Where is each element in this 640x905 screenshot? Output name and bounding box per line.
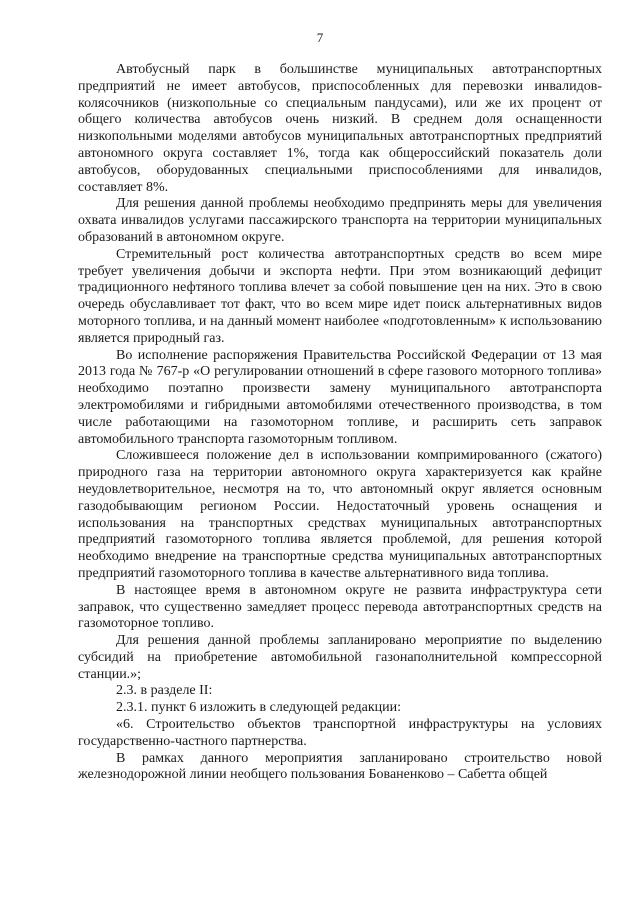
page-number: 7 [316, 30, 324, 45]
paragraph-railway: В рамках данного мероприятия запланировано строительство новой железнодорожной линии необщего пользования Бованенково – Сабетта общей [78, 750, 602, 783]
paragraph-infrastructure: В настоящее время в автономном округе не развита инфраструктура сети заправок, что существенно замедляет процесс перевода автотранспортных средств на газомоторное топливо. [78, 582, 602, 632]
paragraph-fuel-demand: Стремительный рост количества автотранспортных средств во всем мире требует увеличения добычи и экспорта нефти. При этом возникающий дефицит традиционного нефтяного топлива влечет за собой повышение цен на них. Это в свою очередь обуславливает тот факт, что во всем мире идет поиск альтернативных видов моторного топлива, и на данный момент наиболее «подготовленным» к использованию является природный газ. [78, 246, 602, 346]
paragraph-item-6: «6. Строительство объектов транспортной инфраструктуры на условиях государственно-частного партнерства. [78, 717, 602, 749]
paragraph-bus-fleet: Автобусный парк в большинстве муниципальных автотранспортных предприятий не имеет автобусов, приспособленных для перевозки инвалидов-колясочников (низкопольные со специальным пандусами), или же их процент от общего количества автобусов очень низкий. В среднем доля оснащенности низкопольными моделями автобусов муниципальных автотранспортных предприятий автономного округа составляет 1%, тогда как общероссийский показатель доли автобусов, оборудованных специальными приспособлениями для инвалидов, составляет 8%. [78, 62, 602, 195]
paragraph-disabled-coverage: Для решения данной проблемы необходимо предпринять меры для увеличения охвата инвалидов услугами пассажирского транспорта на территории муниципальных образований в автономном округе. [78, 196, 602, 245]
paragraph-subsidies: Для решения данной проблемы запланировано мероприятие по выделению субсидий на приобретение автомобильной газонаполнительной компрессорной станции.»; [78, 633, 602, 682]
paragraph-government-order: Во исполнение распоряжения Правительства Российской Федерации от 13 мая 2013 года № 767-р «О регулировании отношений в сфере газового моторного топлива» необходимо поэтапно произвести замену муниципального автотранспорта электромобилями и гибридными автомобилями отечественного производства, в том числе работающими на газомоторном топливе, и расширить сеть заправок автомобильного транспорта газомоторным топливом. [78, 347, 602, 447]
paragraph-gas-usage: Сложившееся положение дел в использовании компримированного (сжатого) природного газа на территории автономного округа характеризуется как крайне неудовлетворительное, несмотря на то, что автономный округ является основным газодобывающим регионом России. Недостаточный уровень оснащения и использования на транспортных средствах муниципальных автотранспортных предприятий газомоторного топлива является проблемой, для решения которой необходимо внедрение на транспортные средства муниципальных автотранспортных предприятий газомоторного топлива в качестве альтернативного вида топлива. [78, 448, 602, 581]
paragraph-section-2-3-1: 2.3.1. пункт 6 изложить в следующей редакции: [116, 700, 401, 716]
document-body [78, 62, 602, 784]
paragraph-section-2-3: 2.3. в разделе II: [116, 683, 213, 699]
